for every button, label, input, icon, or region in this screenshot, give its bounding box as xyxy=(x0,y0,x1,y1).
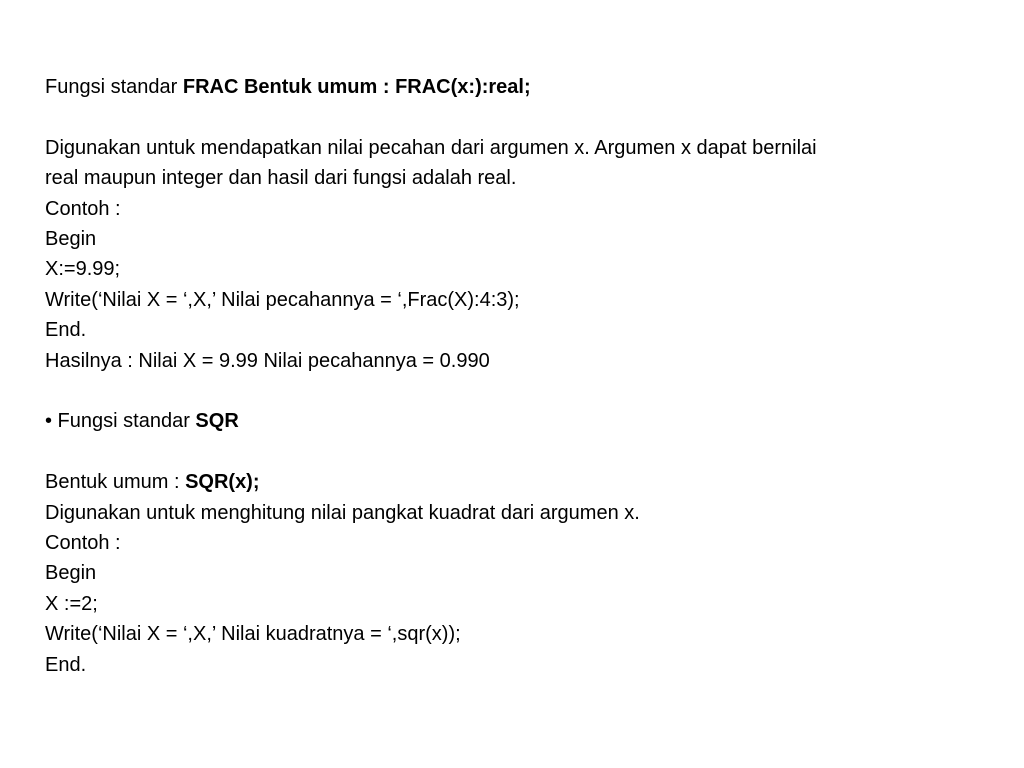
sqr-code-line: Begin xyxy=(45,562,97,585)
frac-heading xyxy=(45,72,995,102)
sqr-code-line: Write(‘Nilai X = ‘,X,’ Nilai kuadratnya = ‘,sqr(x)); xyxy=(45,623,461,646)
sqr-form-prefix: Bentuk umum : xyxy=(45,471,186,494)
frac-heading-bold: FRAC Bentuk umum : FRAC(x:):real; xyxy=(182,76,531,98)
sqr-heading-bold: SQR xyxy=(195,410,239,433)
sqr-example-label: Contoh : xyxy=(45,532,121,555)
frac-code-line: Write(‘Nilai X = ‘,X,’ Nilai pecahannya = ‘,Frac(X):4:3); xyxy=(45,288,520,311)
sqr-general-form xyxy=(45,467,995,497)
sqr-code-line: X :=2; xyxy=(45,592,98,615)
spacer xyxy=(45,102,995,132)
frac-description-line-1: Digunakan untuk mendapatkan nilai pecahan dari argumen x. Argumen x dapat bernilai xyxy=(45,136,817,159)
sqr-form-bold: SQR(x); xyxy=(185,471,260,494)
spacer xyxy=(45,437,995,467)
frac-code-line: X:=9.99; xyxy=(45,258,121,281)
spacer xyxy=(45,376,995,406)
frac-example-label: Contoh : xyxy=(45,197,121,220)
frac-code-line: End. xyxy=(45,319,87,342)
frac-result: Hasilnya : Nilai X = 9.99 Nilai pecahannya = 0.990 xyxy=(45,349,490,372)
frac-code-line: Begin xyxy=(45,228,97,251)
frac-heading-prefix: Fungsi standar xyxy=(45,76,183,98)
frac-description-line-2: real maupun integer dan hasil dari fungsi adalah real. xyxy=(45,167,517,190)
sqr-description: Digunakan untuk menghitung nilai pangkat kuadrat dari argumen x. xyxy=(45,501,640,524)
slide-content xyxy=(45,72,995,680)
sqr-code-line: End. xyxy=(45,653,87,676)
sqr-heading-prefix: • Fungsi standar xyxy=(45,410,196,433)
sqr-heading xyxy=(45,406,995,436)
